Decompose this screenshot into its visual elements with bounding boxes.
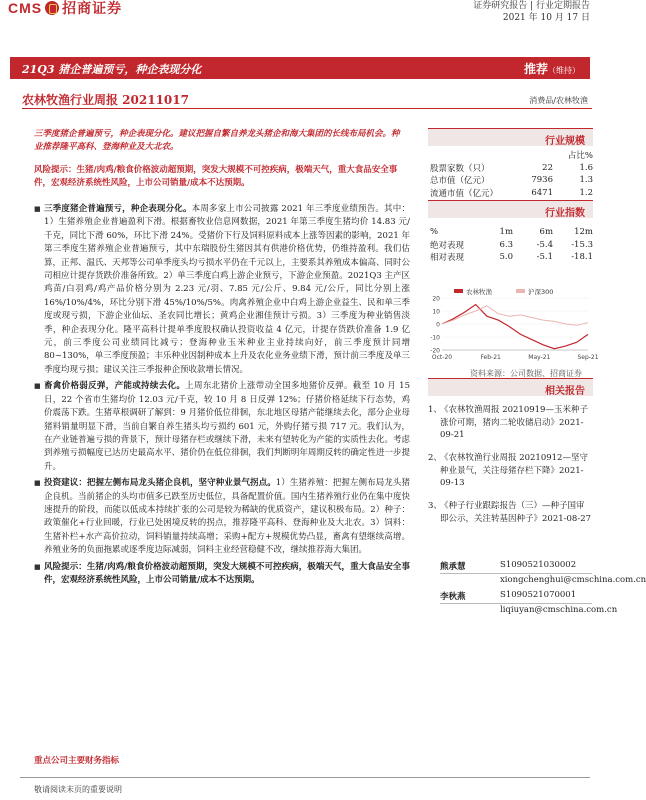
industry-index-title: 行业指数 [545,208,585,219]
row-value: 22 [542,162,553,173]
row-label: 绝对表现 [430,240,465,251]
related-reports-title: 相关报告 [545,386,585,397]
header-cell: 6m [539,227,553,238]
row-cell: 6.3 [499,239,513,250]
row-cell: -18.1 [571,252,593,263]
legend-swatch [454,289,463,293]
related-report-text[interactable]: 《种子行业跟踪报告（三）—种子国审即公示，关注转基因种子》2021-08-27 [440,501,592,524]
risk-summary: 风险提示：生猪/肉鸡/粮食价格波动超预期，突发大规模不可控疾病，极端天气，重大食品安全事件，宏观经济系统性风险，上市公司销量/成本不达预期。 [34,165,398,188]
row-label: 总市值（亿元） [430,176,490,187]
bullet-body: 1）生猪养殖：把握左侧布局龙头猪企良机。当前猪企的头均市值多已跌至历史低位，具备配置价值。国内生猪养殖行业仍在集中度快速提升的阶段，而能以低成本持续扩张的公司是较为稀缺的优质资产，建议积极布局。2）种子：政策催化+行业回暖，行业已处困境反转的拐点，推荐隆平高科、登海种业及大北农。3）饲料：生猪补栏+水产高价拉动，饲料销量持续高增；采购+配方+规模优势凸显，畜禽有望继续高增。养殖业务的负面拖累或逐季度边际减弱，饲料主业经营稳健不改，继续推荐海大集团。 [44,478,410,556]
department: 消费品/农林牧渔 [529,96,588,105]
bullet-head: 三季度猪企普遍预亏，种企表现分化。 [44,204,192,214]
table-header-row [430,149,593,162]
bullet-item [34,561,410,588]
summary-paragraph: 三季度猪企普遍预亏，种企表现分化。建议把握自繁自养龙头猪企和海大集团的长线布局机会。种业推荐隆平高科、登海种业及大北农。 [34,129,400,152]
row-value: 6471 [531,187,553,198]
legend-swatch [516,289,525,293]
bullet-item [34,203,410,377]
industry-scale-table [430,149,593,199]
bullet-item [34,477,410,557]
bullet-head: 畜禽价格弱反弹，产能或持续去化。 [44,381,186,392]
logo-latin: CMS [8,0,43,16]
row-cell: -15.3 [571,239,593,250]
row-label: 相对表现 [430,253,465,264]
related-report-text[interactable]: 《农林牧渔行业周报 20210912—坚守种业景气，关注母猪存栏下降》2021-09-13 [440,453,588,488]
header-cell: 12m [574,227,593,238]
related-report-item[interactable]: 1、 《农林牧渔周报 20210919—玉米种子涨价可期，猪肉二轮收储启动》2021-09-21 [428,405,588,440]
company-logo [8,0,122,16]
y-tick-label: 20 [432,295,440,303]
report-type: 证券研究报告 | 行业定期报告 [473,1,590,11]
row-cell: 5.0 [499,252,513,263]
analyst-email[interactable]: liqiuyan@cmschina.com.cn [500,605,618,615]
row-pct: 1.6 [579,162,593,173]
x-tick-label: Feb-21 [480,354,501,361]
chart-source: 资料来源：公司数据、招商证券 [470,369,582,378]
y-tick-label: -20 [430,347,440,355]
disclaimer-note: 敬请阅读末页的重要说明 [34,785,122,794]
report-title: 农林牧渔行业周报 20211017 [22,93,189,107]
headline-banner [10,57,590,79]
header-cell: % [430,227,439,238]
body-bullets [34,203,410,590]
header-meta [473,0,590,24]
y-tick-label: 0 [436,321,440,329]
rating-sub: （维持） [548,66,580,75]
related-report-item[interactable]: 2、 《农林牧渔行业周报 20210912—坚守种业景气，关注母猪存栏下降》2021-09-13 [428,453,588,488]
report-date: 2021 年 10 月 17 日 [502,13,590,23]
x-tick-label: May-21 [528,354,551,361]
table-header-row [430,226,593,239]
industry-index-chart [424,288,599,368]
series-line-1 [442,306,588,326]
bullet-head: 投资建议：把握左侧布局龙头猪企良机，坚守种业景气拐点。 [44,478,276,489]
row-cell: -5.4 [536,239,553,250]
header-cell: 1m [499,227,513,238]
related-report-item[interactable]: 3、 《种子行业跟踪报告（三）—种子国审即公示，关注转基因种子》2021-08-27 [428,501,592,524]
legend-label: 农林牧渔 [466,288,492,296]
title-divider [22,108,592,109]
logo-emblem-icon [45,1,59,15]
related-report-text[interactable]: 《农林牧渔周报 20210919—玉米种子涨价可期，猪肉二轮收储启动》2021-09-21 [440,405,588,440]
analyst-name: 熊承慧 [440,562,466,572]
related-reports-header [428,378,593,396]
analyst-divider [440,603,592,604]
row-cell: -5.1 [536,252,553,263]
rating-label: 推荐 [523,62,548,76]
analyst-email[interactable]: xiongchenghui@cmschina.com.cn [500,575,646,585]
table-row [430,162,593,175]
logo-chinese: 招商证券 [62,1,123,17]
table-row [430,251,593,264]
table-row [430,187,593,200]
y-tick-label: 10 [432,308,440,316]
bullet-body: 本周多家上市公司披露 2021 年三季度业绩预告。其中：1）生猪养殖企业普遍盈利下滑。根据畜牧业信息网数据，2021 年第三季度生猪均价 14.83 元/千克，同比下滑 60%，环比下滑 24%。受猪价下行及饲料原料成本上涨等因素的影响，2021 年第三季度生猪养殖企业普遍预亏，其中东瑞股份生猪因其有供港价格优势，仍维持盈利。我们估算，正邦、温氏、天邦等公司单季度头均亏损水平仍在千元以上，主要系其养殖成本偏高、同时公司相应计提存货跌价准备所致。2）单三季度白鸡上游企业预亏，下游企业预盈。2021Q3 主产区鸡苗/白羽鸡/鸡产品价格分别为 2.23 元/羽、7.85 元/公斤、9.84 元/公斤，同比分别上涨 16%/10%/4%，环比分别下滑 45%/10%/5%。肉禽养殖企业中白鸡上游企业益生、民和单三季度或现亏损，下游企业仙坛、圣农同比增长；黄鸡企业湘佳预计亏损。3）三季度为种业销售淡季，种企表现分化。隆平高科计提单季度股权确认投资收益 4 亿元，计提存货跌价准备 1.9 亿元，前三季度公司业绩同比减亏；登海种业玉米种业主业持续向好，前三季度预计同增 80~130%，单三季度预盈；丰乐种业因制种成本上升及农化业务业绩下滑，预计前三季度及单三季度均现亏损；建议关注三季报种企预收款增长情况。 [44,204,410,375]
table-row [430,239,593,252]
row-value: 7936 [531,175,553,186]
row-pct: 1.3 [579,175,593,186]
bullet-body: 上周东北猪价上涨带动全国多地猪价反弹。截至 10 月 15 日，22 个省市生猪均价 12.03 元/千克，较 10 月 8 日反弹 12%；仔猪价格延续下行态势，鸡价震荡下跌。生猪草根调研了解到：9 月猪价低位徘徊，东北地区母猪产能继续去化，部分企业母猪料销量明显下滑，当前自繁自养生猪头均亏损约 601 元，外购仔猪亏损 717 元。我们认为，在产业链普遍亏损的背景下，预计母猪存栏或继续下滑，未来有望转化为产能的实质性去化。考虑到养殖亏损幅度已达历史最高水平、猪价仍在低位徘徊，我们判断明年周期反转的确定性进一步提升。 [44,381,410,472]
industry-index-table [430,226,593,264]
row-label: 股票家数（只） [430,163,490,174]
row-pct: 1.2 [579,187,593,198]
analyst-code: S1090521030002 [500,560,577,570]
key-financials-link[interactable]: 重点公司主要财务指标 [34,756,120,766]
industry-index-header [428,200,593,218]
headline-title: 21Q3 猪企普遍预亏，种企表现分化 [22,63,202,76]
table-row [430,174,593,187]
y-tick-label: -10 [430,334,440,342]
pct-header: 占比% [567,151,593,162]
footer-divider [20,777,590,778]
x-tick-label: Sep-21 [577,354,599,361]
legend-label: 沪深300 [528,288,554,296]
analyst-code: S1090521070001 [500,590,577,600]
analyst-divider [440,573,592,574]
analyst-name: 李秋燕 [440,592,466,602]
industry-scale-header [428,128,593,146]
industry-scale-title: 行业规模 [545,136,585,147]
bullet-head: 风险提示：生猪/肉鸡/粮食价格波动超预期，突发大规模不可控疾病，极端天气，重大食品安全事件，宏观经济系统性风险，上市公司销量/成本不达预期。 [44,561,410,585]
rating [524,60,580,77]
row-label: 流通市值（亿元） [430,188,499,199]
bullet-item [34,380,410,474]
x-tick-label: Oct-20 [431,354,453,361]
